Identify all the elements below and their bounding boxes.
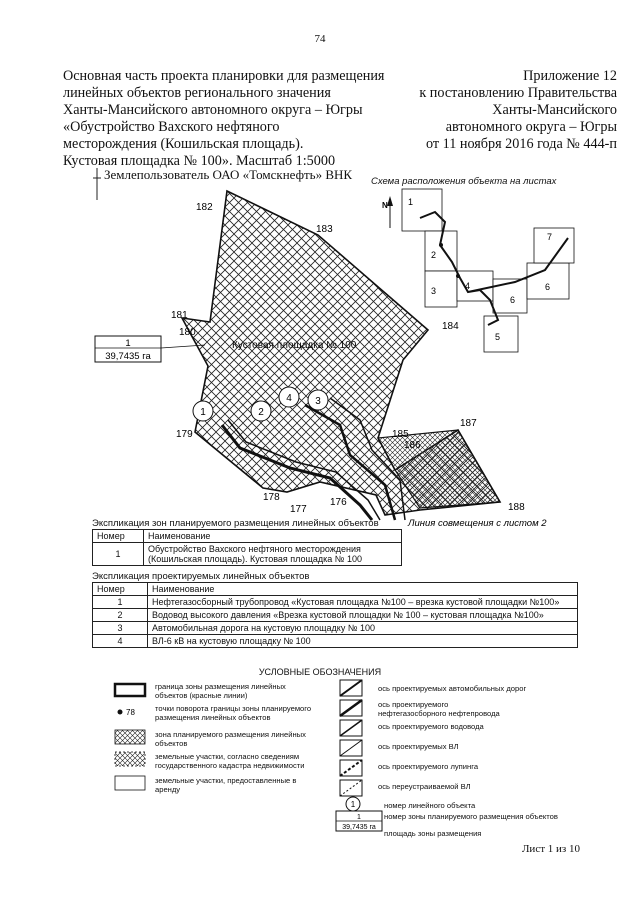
legend-item: площадь зоны размещения [384,829,482,838]
title-line: «Обустройство Вахского нефтяного [63,119,280,135]
appendix-line: Ханты-Мансийского [492,102,617,118]
object-number-2: 2 [258,407,264,418]
table-row [93,596,578,609]
document-title [63,68,408,170]
sheet-5: 5 [495,332,501,342]
appendix-line: Приложение 12 [523,68,617,84]
planning-map [0,160,640,530]
zones-table-caption: Экспликация зон планируемого размещения линейных объектов [92,518,379,529]
point-187: 187 [460,418,477,429]
point-179: 179 [176,429,193,440]
legend-sample-zone: 1 [357,814,361,821]
point-182: 182 [196,202,213,213]
sheet-3: 3 [431,286,437,296]
legend-item: ось проектируемого нефтегазосборного нефтепровода [378,700,500,718]
object-number-1: 1 [200,407,206,418]
sheet-4: 4 [465,281,471,291]
appendix-line: к постановлению Правительства [419,85,617,101]
point-184: 184 [442,321,459,332]
appendix-line: от 11 ноября 2016 года № 444-п [425,136,617,152]
zone-row-name: Обустройство Вахского нефтяного месторождения (Кошильская площадь). Кустовая площадка № 100 [144,543,402,566]
title-line: Ханты-Мансийского автономного округа – Югры [63,102,363,118]
objects-header-num: Номер [93,583,148,596]
title-line: месторождения (Кошильская площадь). [63,136,304,152]
legend-item: ось переустраиваемой ВЛ [378,782,471,791]
point-177: 177 [290,504,307,515]
table-row [93,543,402,566]
legend-sample-num: 1 [350,800,356,809]
object-row-name: Водовод высокого давления «Врезка кустовой площадки № 100 – кустовая площадка №100» [148,609,578,622]
object-row-name: Нефтегазосборный трубопровод «Кустовая площадка №100 – врезка кустовой площадки №100» [148,596,578,609]
table-row [93,635,578,648]
sheet-2: 2 [431,250,437,260]
legend-item: ось проектируемых автомобильных дорог [378,684,527,693]
point-181: 181 [171,310,188,321]
sheet-1: 1 [408,197,414,207]
point-178: 178 [263,492,280,503]
object-row-name: ВЛ-6 кВ на кустовую площадку № 100 [148,635,578,648]
title-line: Кустовая площадка № 100». Масштаб 1:5000 [63,153,336,169]
zone-number: 1 [125,338,131,349]
scheme-title: Схема расположения объекта на листах [371,176,557,187]
page-number: 74 [314,33,326,45]
legend-item: точки поворота границы зоны планируемого размещения линейных объектов [155,704,312,722]
title-line: Основная часть проекта планировки для размещения [63,68,385,84]
appendix-header [395,68,617,153]
legend-item: номер зоны планируемого размещения объектов [384,812,558,821]
object-row-num: 1 [93,596,148,609]
object-row-name: Автомобильная дорога на кустовую площадку № 100 [148,622,578,635]
legend-item: ось проектируемого водовода [378,722,484,731]
legend-item: номер линейного объекта [384,801,476,810]
point-180: 180 [179,327,196,338]
objects-header-name: Наименование [148,583,578,596]
north-label: N [382,201,388,210]
sheet-number: Лист 1 из 10 [521,843,580,855]
sheet-scheme [402,189,574,352]
combine-line-label: Линия совмещения с листом 2 [408,518,547,529]
title-line: линейных объектов регионального значения [63,85,331,101]
zones-header-name: Наименование [144,530,402,543]
legend-item: земельные участки, предоставленные в аренду [155,776,297,794]
objects-table [92,582,578,648]
appendix-line: автономного округа – Югры [445,119,617,135]
zones-header-num: Номер [93,530,144,543]
zones-table [92,529,402,566]
point-188: 188 [508,502,525,513]
legend-item: ось проектируемого лупинга [378,762,479,771]
legend-item: зона планируемого размещения линейных объектов [155,730,306,748]
object-row-num: 3 [93,622,148,635]
table-row [93,609,578,622]
object-number-3: 3 [315,396,321,407]
point-176: 176 [330,497,347,508]
sheet-7: 7 [547,232,553,242]
zone-row-num: 1 [93,543,144,566]
point-183: 183 [316,224,333,235]
land-user: Землепользователь ОАО «Томскнефть» ВНК [104,167,353,182]
area-label: Кустовая площадка № 100 [232,340,357,351]
sheet-6: 6 [510,295,516,305]
sheet-6b: 6 [545,282,551,292]
object-row-num: 2 [93,609,148,622]
legend-title: УСЛОВНЫЕ ОБОЗНАЧЕНИЯ [258,667,382,677]
object-row-num: 4 [93,635,148,648]
objects-table-caption: Экспликация проектируемых линейных объектов [92,571,310,582]
legend-item: ось проектируемых ВЛ [378,742,459,751]
table-row [93,622,578,635]
point-185: 185 [392,429,409,440]
point-186: 186 [404,440,421,451]
object-number-4: 4 [286,393,292,404]
legend-sample-area: 39,7435 га [342,824,376,831]
legend-item: граница зоны размещения линейных объектов (красные линии) [155,682,286,700]
legend-point-sample: 78 [126,708,135,717]
legend-item: земельные участки, согласно сведениям государственного кадастра недвижимости [155,752,305,770]
zone-area: 39,7435 га [105,351,151,362]
